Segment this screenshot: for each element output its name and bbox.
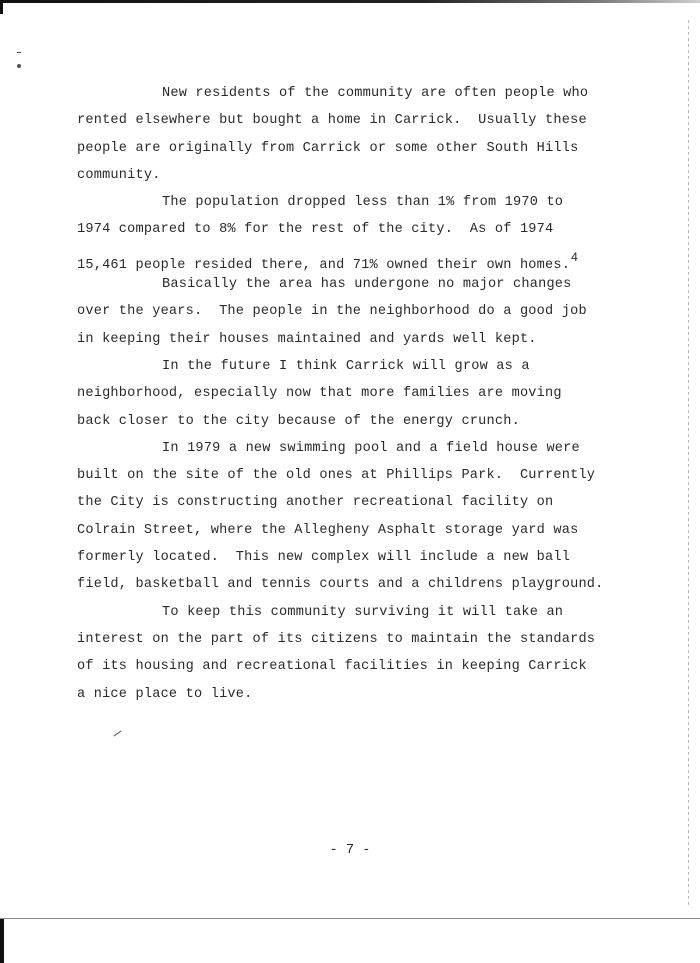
text-line: rented elsewhere but bought a home in Carrick. Usually these [77, 113, 587, 129]
text-line: a nice place to live. [77, 686, 253, 702]
text-line: community. [77, 167, 161, 183]
text-line: over the years. The people in the neighborhood do a good job [77, 304, 587, 320]
text-line: in keeping their houses maintained and yards well kept. [77, 331, 537, 347]
text-line: In 1979 a new swimming pool and a field house were [162, 440, 580, 456]
footnote-reference: 4 [571, 249, 578, 264]
page-right-edge [688, 20, 689, 905]
text-line: people are originally from Carrick or some other South Hills [77, 140, 579, 156]
page-top-edge [0, 0, 700, 3]
margin-dash-mark [17, 52, 21, 53]
text-line: New residents of the community are often people who [162, 86, 589, 101]
text-line: To keep this community surviving it will take an [162, 604, 564, 620]
stray-pen-mark [114, 731, 122, 737]
text-line: 1974 compared to 8% for the rest of the city. As of 1974 [77, 222, 554, 238]
paragraph-no-major-changes [77, 271, 637, 353]
paragraph-recreational-facilities [77, 435, 637, 599]
text-line: The population dropped less than 1% from 1970 to [162, 195, 564, 211]
page-number: - 7 - [329, 843, 371, 858]
margin-dot-mark [17, 64, 21, 68]
text-line: Basically the area has undergone no major changes [162, 277, 572, 293]
text-line-content: 15,461 people resided there, and 71% owned their own homes. [77, 257, 571, 273]
text-line: formerly located. This new complex will include a new ball [77, 550, 571, 566]
document-body [77, 80, 637, 708]
text-line: neighborhood, especially now that more families are moving [77, 386, 562, 402]
page-left-edge-top [0, 0, 3, 14]
text-line: field, basketball and tennis courts and a childrens playground. [77, 577, 604, 593]
paragraph-population [77, 189, 637, 271]
text-line: Colrain Street, where the Allegheny Asphalt storage yard was [77, 522, 579, 538]
text-line: interest on the part of its citizens to maintain the standards [77, 631, 596, 647]
paragraph-conclusion [77, 599, 637, 708]
paragraph-future [77, 353, 637, 435]
text-line: the City is constructing another recreational facility on [77, 495, 554, 511]
page-left-edge-bottom [0, 918, 4, 963]
text-line: back closer to the city because of the energy crunch. [77, 413, 520, 429]
text-line: In the future I think Carrick will grow as a [162, 358, 530, 374]
paragraph-new-residents [77, 80, 637, 189]
text-line: of its housing and recreational facilities in keeping Carrick [77, 659, 587, 675]
text-line: built on the site of the old ones at Phillips Park. Currently [77, 468, 596, 484]
page-bottom-edge [0, 918, 700, 919]
text-line [77, 244, 637, 271]
